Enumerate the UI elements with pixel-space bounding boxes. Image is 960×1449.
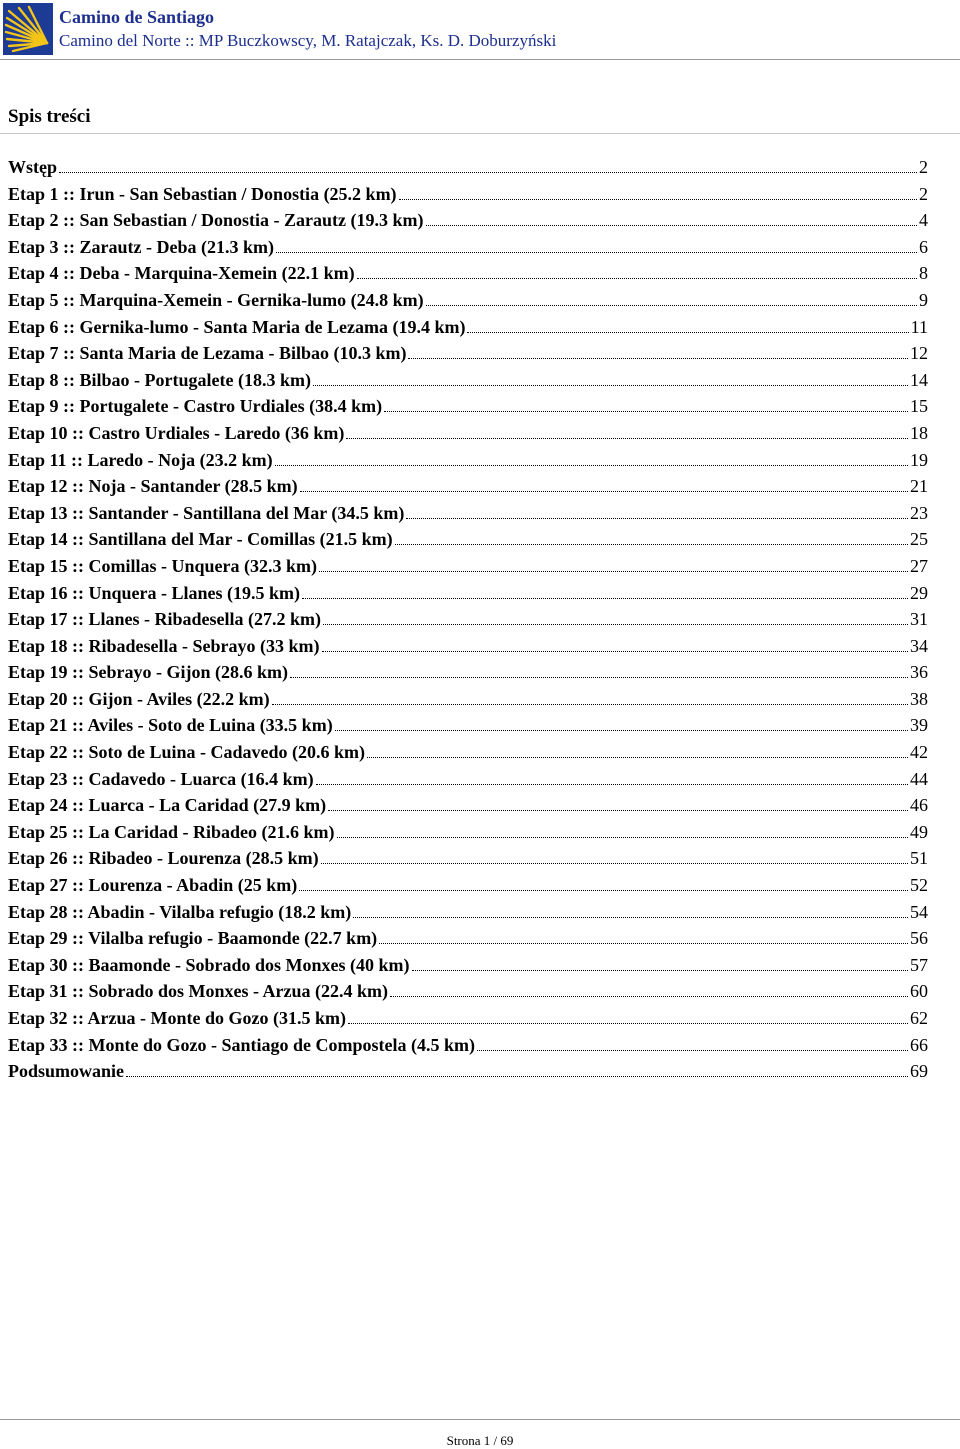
toc-entry-page: 34 (910, 635, 928, 656)
toc-entry[interactable] (8, 343, 928, 370)
toc-entry-label[interactable]: Etap 32 :: Arzua - Monte do Gozo (31.5 km) (8, 1008, 346, 1028)
toc-dot-leader (323, 610, 908, 625)
toc-entry-label[interactable]: Etap 14 :: Santillana del Mar - Comillas (21.5 km) (8, 529, 393, 550)
toc-entry-label[interactable]: Etap 8 :: Bilbao - Portugalete (18.3 km) (8, 369, 311, 390)
toc-entry-page: 12 (910, 343, 928, 364)
toc-dot-leader (59, 158, 917, 173)
toc-entry-page: 2 (919, 183, 928, 204)
toc-entry[interactable] (8, 1061, 928, 1088)
toc-entry-label[interactable]: Podsumowanie (8, 1061, 125, 1082)
toc-entry-label[interactable]: Etap 12 :: Noja - Santander (28.5 km) (8, 476, 298, 497)
toc-entry-page: 66 (910, 1034, 928, 1055)
toc-dot-leader (412, 956, 908, 971)
toc-entry-page: 69 (910, 1061, 928, 1082)
toc-entry[interactable] (8, 396, 928, 423)
toc-dot-leader (408, 344, 908, 359)
toc-dot-leader (337, 823, 908, 838)
site-title: Camino de Santiago (59, 7, 215, 27)
toc-dot-leader (426, 291, 917, 306)
toc-entry[interactable] (8, 503, 928, 530)
toc-entry[interactable] (8, 689, 928, 716)
toc-entry[interactable] (8, 795, 928, 822)
toc-entry-label[interactable]: Etap 10 :: Castro Urdiales - Laredo (36 km) (8, 422, 345, 443)
toc-dot-leader (346, 424, 908, 439)
toc-entry[interactable] (8, 715, 928, 742)
scallop-shell-icon (3, 3, 53, 55)
toc-dot-leader (322, 637, 909, 652)
toc-entry-label[interactable]: Etap 2 :: San Sebastian / Donostia - Zarautz (19.3 km) (8, 210, 424, 231)
toc-dot-leader (290, 663, 908, 678)
toc-entry-label[interactable]: Etap 17 :: Llanes - Ribadesella (27.2 km) (8, 609, 322, 630)
toc-entry-page: 62 (910, 1008, 928, 1028)
toc-dot-leader (367, 743, 908, 758)
page-number: Strona 1 / 69 (446, 1433, 514, 1448)
toc-dot-leader (477, 1036, 908, 1051)
toc-entry-page: 54 (910, 901, 928, 922)
toc-dot-leader (399, 185, 917, 200)
toc-entry[interactable] (8, 317, 928, 344)
toc-entry-page: 2 (919, 157, 928, 177)
toc-entry[interactable] (8, 1035, 928, 1062)
toc-entry[interactable] (8, 928, 928, 955)
toc-entry[interactable] (8, 210, 928, 237)
toc-entry-page: 19 (910, 449, 928, 470)
toc-entry-label[interactable]: Etap 19 :: Sebrayo - Gijon (28.6 km) (8, 662, 288, 683)
toc-entry-page: 18 (910, 422, 928, 443)
toc-entry-label[interactable]: Etap 30 :: Baamonde - Sobrado dos Monxes (40 km) (8, 954, 410, 975)
toc-entry-page: 27 (910, 555, 928, 576)
toc-dot-leader (348, 1009, 908, 1024)
toc-dot-leader (126, 1062, 908, 1077)
site-subtitle: Camino del Norte :: MP Buczkowscy, M. Ratajczak, Ks. D. Doburzyński (59, 31, 557, 50)
toc-entry-label[interactable]: Wstęp (8, 157, 57, 177)
toc-dot-leader (300, 477, 908, 492)
toc-entry-label[interactable]: Etap 4 :: Deba - Marquina-Xemein (22.1 km) (8, 263, 355, 284)
toc-entry-page: 49 (910, 821, 928, 842)
toc-entry-label[interactable]: Etap 16 :: Unquera - Llanes (19.5 km) (8, 582, 301, 603)
toc-entry-page: 11 (910, 316, 928, 337)
toc-entry-label[interactable]: Etap 13 :: Santander - Santillana del Mar (34.5 km) (8, 502, 405, 523)
toc-entry[interactable] (8, 290, 928, 317)
toc-entry-label[interactable]: Etap 1 :: Irun - San Sebastian / Donostia (25.2 km) (8, 183, 397, 204)
toc-entry-page: 31 (910, 609, 928, 630)
toc-dot-leader (272, 690, 908, 705)
toc-entry-label[interactable]: Etap 26 :: Ribadeo - Lourenza (28.5 km) (8, 848, 319, 869)
toc-entry-page: 21 (910, 476, 928, 497)
toc-entry[interactable] (8, 822, 928, 849)
toc-dot-leader (357, 264, 917, 279)
toc-heading: Spis treści (8, 106, 91, 127)
toc-entry-page: 29 (910, 582, 928, 603)
table-of-contents (8, 157, 928, 1088)
toc-dot-leader (299, 876, 908, 891)
toc-entry-label[interactable]: Etap 22 :: Soto de Luina - Cadavedo (20.6 km) (8, 742, 366, 763)
toc-entry-label[interactable]: Etap 7 :: Santa Maria de Lezama - Bilbao (10.3 km) (8, 343, 407, 364)
toc-entry-page: 14 (910, 369, 928, 390)
toc-entry[interactable] (8, 902, 928, 929)
toc-dot-leader (321, 849, 908, 864)
toc-dot-leader (316, 770, 908, 785)
toc-entry-label[interactable]: Etap 11 :: Laredo - Noja (23.2 km) (8, 449, 273, 470)
toc-entry-label[interactable]: Etap 33 :: Monte do Gozo - Santiago de Compostela (4.5 km) (8, 1034, 475, 1055)
toc-entry-page: 4 (919, 210, 928, 231)
toc-entry-label[interactable]: Etap 18 :: Ribadesella - Sebrayo (33 km) (8, 635, 320, 656)
toc-entry-page: 56 (910, 928, 928, 949)
toc-dot-leader (313, 371, 908, 386)
toc-dot-leader (467, 318, 908, 333)
toc-entry[interactable] (8, 237, 928, 264)
toc-entry-page: 9 (919, 289, 928, 310)
toc-entry-label[interactable]: Etap 24 :: Luarca - La Caridad (27.9 km) (8, 795, 327, 816)
toc-entry-page: 15 (910, 396, 928, 417)
toc-entry-label[interactable]: Etap 29 :: Vilalba refugio - Baamonde (22.7 km) (8, 928, 378, 949)
toc-entry[interactable] (8, 636, 928, 663)
toc-entry-page: 46 (910, 795, 928, 816)
toc-entry[interactable] (8, 955, 928, 982)
toc-entry[interactable] (8, 556, 928, 583)
toc-entry-page: 23 (910, 502, 928, 523)
toc-entry[interactable] (8, 981, 928, 1008)
toc-entry[interactable] (8, 583, 928, 610)
footer-divider (0, 1419, 960, 1420)
toc-entry-page: 6 (919, 236, 928, 257)
toc-dot-leader (353, 903, 908, 918)
toc-entry-page: 39 (910, 715, 928, 736)
toc-entry[interactable] (8, 370, 928, 397)
toc-entry-label[interactable]: Etap 20 :: Gijon - Aviles (22.2 km) (8, 688, 270, 709)
toc-dot-leader (335, 716, 908, 731)
toc-entry-page: 44 (910, 768, 928, 789)
toc-dot-leader (406, 504, 908, 519)
toc-entry-page: 51 (910, 848, 928, 869)
toc-entry-label[interactable]: Etap 5 :: Marquina-Xemein - Gernika-lumo (24.8 km) (8, 289, 424, 310)
toc-dot-leader (276, 238, 917, 253)
toc-dot-leader (426, 211, 917, 226)
toc-entry[interactable] (8, 609, 928, 636)
toc-entry-label[interactable]: Etap 31 :: Sobrado dos Monxes - Arzua (22.4 km) (8, 981, 389, 1002)
toc-divider (0, 133, 960, 134)
toc-entry[interactable] (8, 423, 928, 450)
toc-dot-leader (395, 530, 908, 545)
toc-entry[interactable] (8, 450, 928, 477)
toc-entry-label[interactable]: Etap 25 :: La Caridad - Ribadeo (21.6 km) (8, 821, 335, 842)
toc-entry[interactable] (8, 184, 928, 211)
toc-dot-leader (379, 929, 908, 944)
toc-entry[interactable] (8, 529, 928, 556)
toc-entry-label[interactable]: Etap 9 :: Portugalete - Castro Urdiales (38.4 km) (8, 396, 383, 417)
toc-entry-label[interactable]: Etap 21 :: Aviles - Soto de Luina (33.5 km) (8, 715, 333, 736)
toc-entry-label[interactable]: Etap 28 :: Abadin - Vilalba refugio (18.2 km) (8, 901, 352, 922)
toc-entry-page: 42 (910, 742, 928, 763)
toc-entry-page: 36 (910, 662, 928, 683)
toc-dot-leader (302, 584, 908, 599)
toc-dot-leader (384, 397, 908, 412)
toc-entry-label[interactable]: Etap 27 :: Lourenza - Abadin (25 km) (8, 875, 298, 896)
toc-entry[interactable] (8, 769, 928, 796)
toc-entry-page: 52 (910, 875, 928, 896)
toc-entry[interactable] (8, 848, 928, 875)
toc-entry-page: 57 (910, 954, 928, 975)
toc-dot-leader (328, 796, 908, 811)
toc-entry-page: 60 (910, 981, 928, 1002)
toc-entry-page: 38 (910, 688, 928, 709)
toc-entry[interactable] (8, 1008, 928, 1035)
toc-entry-label[interactable]: Etap 3 :: Zarautz - Deba (21.3 km) (8, 236, 274, 257)
toc-entry[interactable] (8, 662, 928, 689)
toc-entry[interactable] (8, 157, 928, 184)
toc-entry-label[interactable]: Etap 15 :: Comillas - Unquera (32.3 km) (8, 555, 317, 576)
toc-entry-label[interactable]: Etap 23 :: Cadavedo - Luarca (16.4 km) (8, 768, 314, 789)
toc-entry[interactable] (8, 875, 928, 902)
toc-dot-leader (390, 982, 908, 997)
toc-dot-leader (319, 557, 908, 572)
toc-entry[interactable] (8, 476, 928, 503)
toc-entry[interactable] (8, 263, 928, 290)
header-divider (0, 59, 960, 60)
toc-entry-page: 25 (910, 529, 928, 550)
toc-entry[interactable] (8, 742, 928, 769)
toc-entry-label[interactable]: Etap 6 :: Gernika-lumo - Santa Maria de Lezama (19.4 km) (8, 316, 466, 337)
page-header (0, 0, 960, 60)
toc-entry-page: 8 (919, 263, 928, 284)
toc-dot-leader (275, 451, 908, 466)
